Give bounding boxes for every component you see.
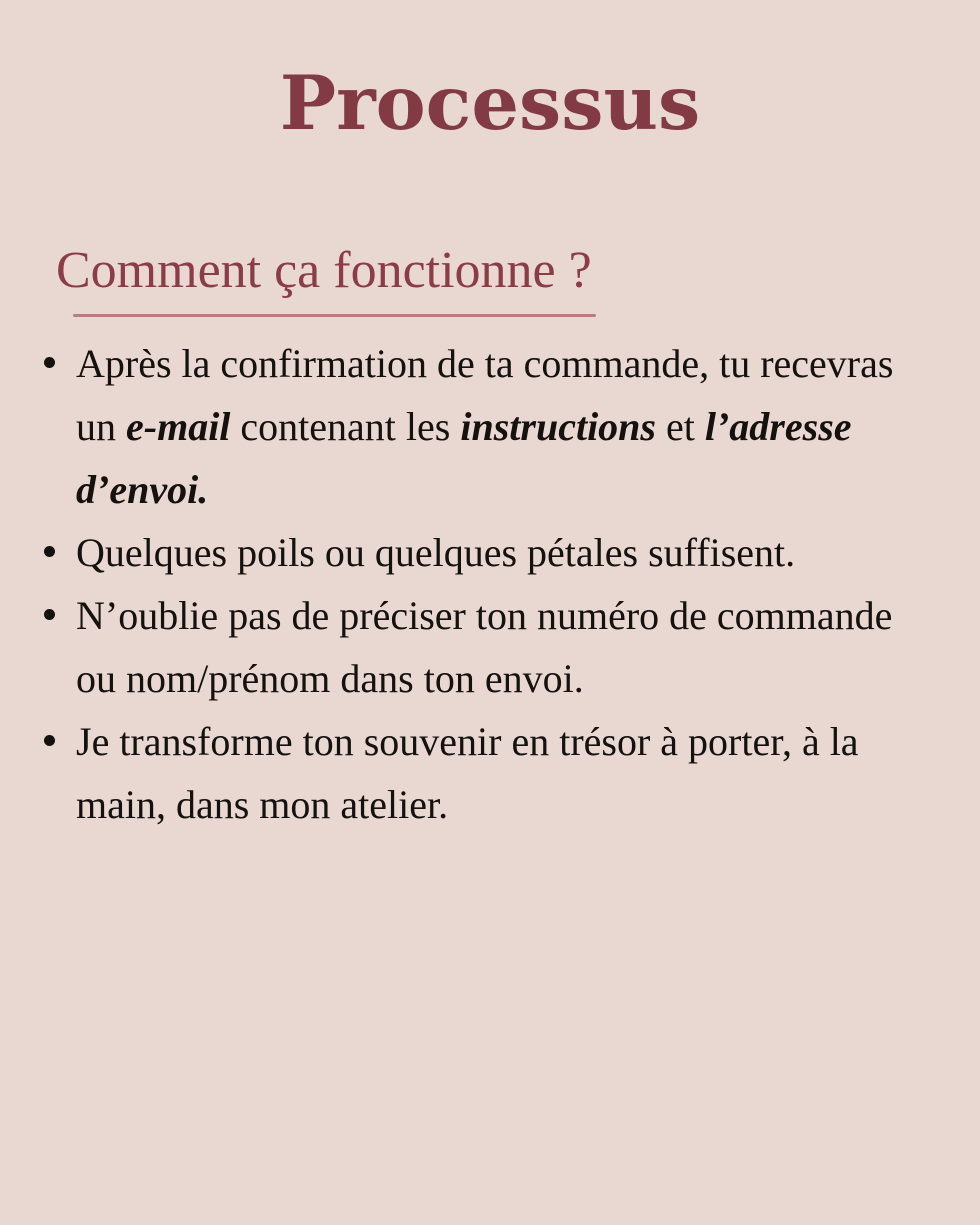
bullet-icon: [44, 609, 55, 620]
section-heading: Comment ça fonctionne ?: [56, 242, 592, 299]
step-4-text: Je transforme ton souvenir en trésor à porter, à la main, dans mon atelier.: [76, 719, 859, 827]
bullet-icon: [44, 735, 55, 746]
email-emphasis: e-mail: [126, 404, 231, 449]
step-item-3: [38, 584, 918, 710]
step-2-text: Quelques poils ou quelques pétales suffisent.: [76, 530, 796, 575]
step-1-text-segment: Après la confirmation de ta commande, tu recevras un: [76, 341, 894, 449]
steps-list: [38, 332, 918, 836]
step-item-2: [38, 521, 918, 584]
step-item-4: [38, 710, 918, 836]
step-1-text: [76, 341, 893, 512]
bullet-icon: [44, 546, 55, 557]
step-1-text-segment: contenant les: [230, 404, 461, 449]
step-item-1: [38, 332, 918, 521]
step-3-text: N’oublie pas de préciser ton numéro de commande ou nom/prénom dans ton envoi.: [76, 593, 893, 701]
heading-underline: [73, 314, 596, 317]
bullet-icon: [44, 357, 55, 368]
address-emphasis: l’adresse d’envoi.: [76, 404, 852, 512]
instructions-emphasis: instructions: [460, 404, 656, 449]
step-1-text-segment: et: [656, 404, 705, 449]
page-title: Processus: [279, 59, 701, 147]
